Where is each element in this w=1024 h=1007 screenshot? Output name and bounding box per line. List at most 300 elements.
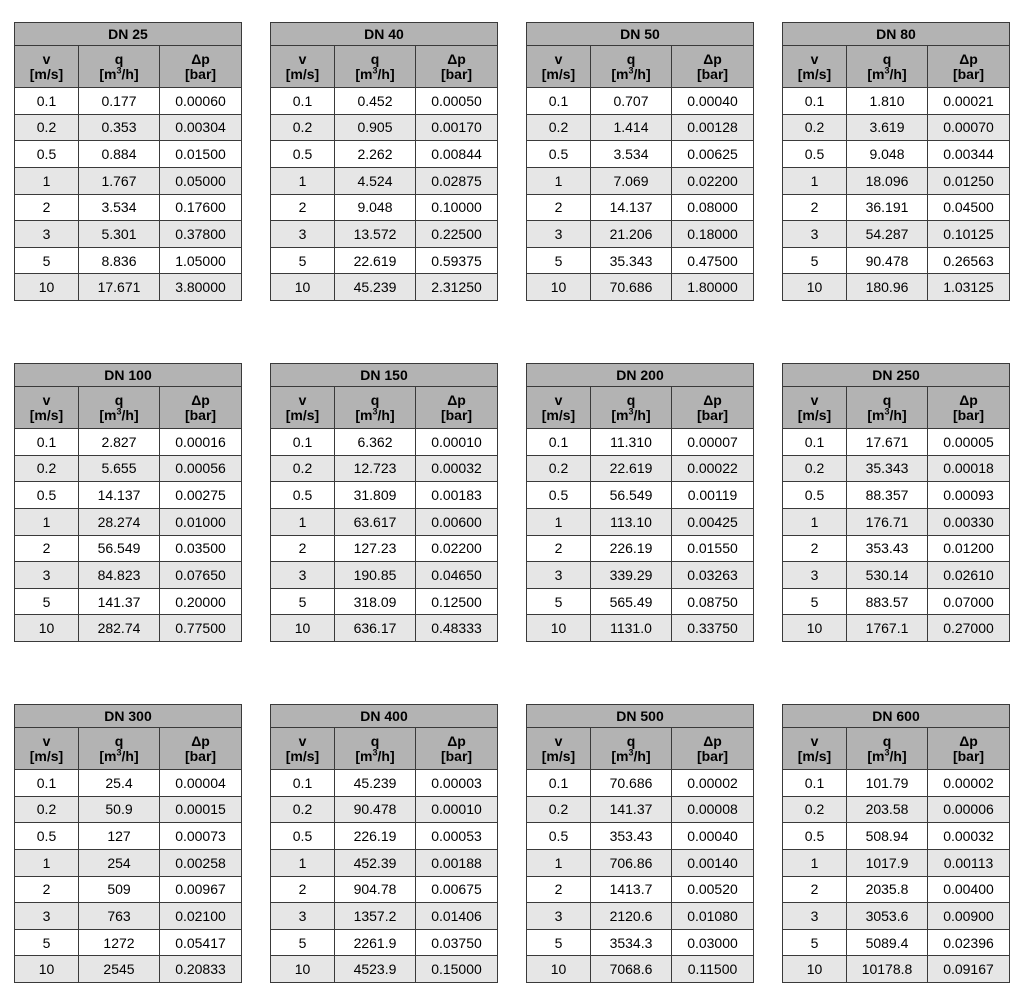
velocity-cell: 3: [527, 221, 591, 248]
table-row: [783, 876, 1010, 903]
pressure-drop-cell: 0.00053: [416, 823, 498, 850]
table-row: [783, 588, 1010, 615]
velocity-symbol: v: [298, 732, 307, 749]
flow-unit-exponent: 3: [884, 64, 890, 75]
velocity-cell: 5: [15, 929, 79, 956]
table-row: [783, 562, 1010, 589]
pressure-drop-cell: 0.00008: [672, 796, 754, 823]
velocity-cell: 1: [271, 508, 335, 535]
table-row: [783, 929, 1010, 956]
velocity-column-header: [527, 387, 591, 429]
flow-unit-post: /h]: [377, 747, 395, 764]
table-row: [271, 823, 498, 850]
pressure-drop-cell: 0.59375: [416, 247, 498, 274]
pressure-drop-cell: 0.00625: [672, 141, 754, 168]
table-row: [271, 588, 498, 615]
flow-cell: 54.287: [847, 221, 928, 248]
flow-cell: 1272: [79, 929, 160, 956]
pressure-drop-cell: 0.00119: [672, 482, 754, 509]
table-row: [15, 929, 242, 956]
velocity-column-header: [271, 46, 335, 88]
flow-unit-post: /h]: [121, 406, 139, 423]
velocity-symbol: v: [298, 50, 307, 67]
velocity-symbol: v: [810, 732, 819, 749]
velocity-cell: 5: [527, 588, 591, 615]
pressure-drop-cell: 0.00056: [160, 455, 242, 482]
velocity-symbol: v: [42, 50, 51, 67]
flow-cell: 6.362: [335, 429, 416, 456]
pressure-drop-cell: 0.00425: [672, 508, 754, 535]
table-row: [527, 167, 754, 194]
table-row: [15, 141, 242, 168]
flow-cell: 84.823: [79, 562, 160, 589]
table-row: [783, 194, 1010, 221]
flow-unit-pre: [m: [99, 65, 117, 82]
flow-unit: [335, 746, 415, 764]
flow-cell: 2.262: [335, 141, 416, 168]
flow-symbol: q: [626, 732, 636, 749]
flow-unit-post: /h]: [889, 747, 907, 764]
flow-cell: 0.884: [79, 141, 160, 168]
flow-cell: 127: [79, 823, 160, 850]
pressure-drop-cell: 0.00040: [672, 88, 754, 115]
table-row: [271, 167, 498, 194]
table-title: DN 250: [783, 364, 1010, 387]
pressure-drop-symbol: Δp: [703, 391, 722, 408]
table-row: [783, 274, 1010, 301]
table-row: [271, 535, 498, 562]
table-row: [783, 508, 1010, 535]
table-row: [527, 88, 754, 115]
table-title: DN 300: [15, 705, 242, 728]
pressure-drop-symbol: Δp: [703, 50, 722, 67]
table-row: [271, 274, 498, 301]
flow-cell: 4523.9: [335, 956, 416, 983]
flow-cell: 70.686: [591, 770, 672, 797]
flow-symbol: q: [370, 50, 380, 67]
table-row: [271, 876, 498, 903]
table-row: [15, 535, 242, 562]
velocity-cell: 1: [527, 167, 591, 194]
table-title: DN 25: [15, 23, 242, 46]
flow-cell: 883.57: [847, 588, 928, 615]
table-row: [271, 929, 498, 956]
dn-table: [270, 704, 498, 983]
flow-cell: 904.78: [335, 876, 416, 903]
pressure-drop-cell: 0.10000: [416, 194, 498, 221]
velocity-cell: 0.2: [15, 455, 79, 482]
table-row: [527, 562, 754, 589]
pressure-drop-cell: 0.00140: [672, 849, 754, 876]
flow-cell: 63.617: [335, 508, 416, 535]
flow-unit-pre: [m: [355, 747, 373, 764]
pressure-drop-cell: 0.00113: [928, 849, 1010, 876]
pressure-drop-cell: 0.10125: [928, 221, 1010, 248]
velocity-cell: 10: [15, 615, 79, 642]
table-row: [271, 429, 498, 456]
flow-cell: 21.206: [591, 221, 672, 248]
table-row: [783, 903, 1010, 930]
table-row: [527, 956, 754, 983]
flow-symbol: q: [626, 391, 636, 408]
dn-table: [270, 22, 498, 301]
pressure-drop-unit: [bar]: [952, 65, 985, 82]
pressure-drop-cell: 0.00967: [160, 876, 242, 903]
velocity-cell: 0.1: [527, 88, 591, 115]
velocity-cell: 0.1: [271, 88, 335, 115]
pressure-drop-cell: 0.08000: [672, 194, 754, 221]
flow-unit-pre: [m: [99, 747, 117, 764]
flow-column-header: [847, 728, 928, 770]
flow-column-header: [591, 728, 672, 770]
velocity-cell: 0.5: [271, 141, 335, 168]
flow-symbol: q: [882, 50, 892, 67]
dn-tables-grid: [14, 22, 1014, 983]
velocity-cell: 0.2: [527, 455, 591, 482]
velocity-cell: 2: [271, 535, 335, 562]
table-row: [271, 615, 498, 642]
flow-unit-exponent: 3: [884, 405, 890, 416]
table-row: [527, 876, 754, 903]
flow-column-header: [591, 46, 672, 88]
table-row: [15, 167, 242, 194]
pressure-drop-cell: 0.37800: [160, 221, 242, 248]
table-row: [271, 508, 498, 535]
velocity-symbol: v: [42, 732, 51, 749]
flow-cell: 1017.9: [847, 849, 928, 876]
pressure-drop-symbol: Δp: [191, 391, 210, 408]
flow-unit-post: /h]: [633, 406, 651, 423]
pressure-drop-cell: 0.22500: [416, 221, 498, 248]
flow-symbol: q: [882, 391, 892, 408]
pressure-drop-unit: [bar]: [952, 406, 985, 423]
velocity-cell: 1: [527, 508, 591, 535]
flow-cell: 14.137: [591, 194, 672, 221]
flow-cell: 763: [79, 903, 160, 930]
flow-cell: 353.43: [847, 535, 928, 562]
flow-cell: 530.14: [847, 562, 928, 589]
table-row: [15, 508, 242, 535]
velocity-cell: 2: [15, 535, 79, 562]
flow-cell: 17.671: [847, 429, 928, 456]
pressure-drop-cell: 0.03500: [160, 535, 242, 562]
velocity-cell: 10: [271, 274, 335, 301]
table-row: [15, 114, 242, 141]
pressure-drop-cell: 0.00010: [416, 796, 498, 823]
velocity-cell: 0.5: [527, 482, 591, 509]
pressure-drop-cell: 0.00520: [672, 876, 754, 903]
table-title: DN 600: [783, 705, 1010, 728]
table-row: [15, 221, 242, 248]
flow-cell: 36.191: [847, 194, 928, 221]
flow-cell: 203.58: [847, 796, 928, 823]
flow-unit-exponent: 3: [628, 64, 634, 75]
table-row: [15, 770, 242, 797]
velocity-cell: 3: [271, 562, 335, 589]
pressure-drop-cell: 0.17600: [160, 194, 242, 221]
velocity-cell: 10: [527, 274, 591, 301]
pressure-drop-cell: 0.01250: [928, 167, 1010, 194]
velocity-cell: 0.2: [783, 114, 847, 141]
table-row: [783, 823, 1010, 850]
table-title: DN 400: [271, 705, 498, 728]
velocity-symbol: v: [554, 391, 563, 408]
velocity-cell: 0.2: [783, 796, 847, 823]
velocity-symbol: v: [298, 391, 307, 408]
flow-unit-exponent: 3: [116, 405, 122, 416]
table-row: [527, 221, 754, 248]
velocity-cell: 10: [783, 274, 847, 301]
table-row: [783, 535, 1010, 562]
table-row: [271, 770, 498, 797]
pressure-drop-symbol: Δp: [959, 50, 978, 67]
pressure-drop-cell: 0.04650: [416, 562, 498, 589]
flow-cell: 56.549: [591, 482, 672, 509]
pressure-drop-cell: 0.00002: [928, 770, 1010, 797]
pressure-drop-column-header: [928, 728, 1010, 770]
velocity-symbol: v: [554, 50, 563, 67]
velocity-cell: 3: [783, 221, 847, 248]
pressure-drop-cell: 0.00073: [160, 823, 242, 850]
pressure-drop-cell: 0.00675: [416, 876, 498, 903]
flow-cell: 7.069: [591, 167, 672, 194]
table-row: [783, 615, 1010, 642]
pressure-drop-cell: 0.04500: [928, 194, 1010, 221]
pressure-drop-column-header: [928, 387, 1010, 429]
velocity-cell: 5: [783, 247, 847, 274]
table-row: [527, 194, 754, 221]
flow-cell: 113.10: [591, 508, 672, 535]
velocity-cell: 3: [15, 221, 79, 248]
pressure-drop-cell: 0.00170: [416, 114, 498, 141]
pressure-drop-cell: 0.00060: [160, 88, 242, 115]
flow-cell: 3.534: [79, 194, 160, 221]
table-row: [271, 88, 498, 115]
velocity-cell: 1: [15, 508, 79, 535]
velocity-cell: 1: [15, 167, 79, 194]
flow-cell: 101.79: [847, 770, 928, 797]
flow-unit: [591, 746, 671, 764]
velocity-cell: 1: [783, 849, 847, 876]
flow-column-header: [79, 387, 160, 429]
table-row: [15, 956, 242, 983]
pressure-drop-cell: 0.02396: [928, 929, 1010, 956]
dn-table: [526, 363, 754, 642]
velocity-cell: 3: [527, 562, 591, 589]
pressure-drop-cell: 0.00183: [416, 482, 498, 509]
velocity-cell: 5: [15, 247, 79, 274]
pressure-drop-cell: 0.00600: [416, 508, 498, 535]
velocity-cell: 0.2: [783, 455, 847, 482]
flow-cell: 1413.7: [591, 876, 672, 903]
velocity-cell: 0.5: [15, 823, 79, 850]
flow-unit-pre: [m: [611, 65, 629, 82]
flow-symbol: q: [114, 391, 124, 408]
pressure-drop-unit: [bar]: [696, 65, 729, 82]
velocity-unit: [m/s]: [29, 406, 64, 423]
table-row: [271, 849, 498, 876]
velocity-cell: 0.2: [527, 796, 591, 823]
dn-table: [270, 363, 498, 642]
flow-unit: [847, 405, 927, 423]
flow-cell: 9.048: [847, 141, 928, 168]
flow-cell: 45.239: [335, 770, 416, 797]
flow-unit: [335, 405, 415, 423]
velocity-unit: [m/s]: [29, 65, 64, 82]
flow-unit-exponent: 3: [628, 746, 634, 757]
table-row: [783, 429, 1010, 456]
pressure-drop-cell: 1.03125: [928, 274, 1010, 301]
pressure-drop-cell: 0.12500: [416, 588, 498, 615]
pressure-drop-column-header: [416, 46, 498, 88]
pressure-drop-unit: [bar]: [184, 65, 217, 82]
velocity-cell: 3: [783, 562, 847, 589]
table-row: [783, 770, 1010, 797]
flow-cell: 88.357: [847, 482, 928, 509]
table-row: [783, 247, 1010, 274]
flow-symbol: q: [114, 732, 124, 749]
pressure-drop-cell: 0.00022: [672, 455, 754, 482]
pressure-drop-column-header: [672, 728, 754, 770]
pressure-drop-cell: 3.80000: [160, 274, 242, 301]
table-row: [783, 221, 1010, 248]
flow-unit: [79, 746, 159, 764]
table-title: DN 100: [15, 364, 242, 387]
velocity-unit: [m/s]: [285, 65, 320, 82]
velocity-cell: 10: [15, 274, 79, 301]
pressure-drop-cell: 0.00128: [672, 114, 754, 141]
pressure-drop-cell: 0.00070: [928, 114, 1010, 141]
table-row: [527, 429, 754, 456]
flow-unit: [79, 405, 159, 423]
velocity-cell: 5: [783, 588, 847, 615]
flow-unit: [591, 64, 671, 82]
table-row: [15, 615, 242, 642]
flow-cell: 25.4: [79, 770, 160, 797]
pressure-drop-unit: [bar]: [440, 747, 473, 764]
velocity-cell: 0.1: [15, 429, 79, 456]
pressure-drop-cell: 0.20000: [160, 588, 242, 615]
table-row: [15, 88, 242, 115]
pressure-drop-cell: 0.00016: [160, 429, 242, 456]
table-row: [783, 796, 1010, 823]
flow-cell: 9.048: [335, 194, 416, 221]
pressure-drop-unit: [bar]: [440, 406, 473, 423]
flow-cell: 0.353: [79, 114, 160, 141]
flow-cell: 180.96: [847, 274, 928, 301]
velocity-cell: 0.5: [271, 823, 335, 850]
flow-cell: 318.09: [335, 588, 416, 615]
velocity-cell: 0.5: [527, 141, 591, 168]
pressure-drop-column-header: [672, 387, 754, 429]
flow-symbol: q: [626, 50, 636, 67]
flow-unit-exponent: 3: [372, 746, 378, 757]
velocity-cell: 2: [527, 535, 591, 562]
table-row: [527, 114, 754, 141]
flow-cell: 1767.1: [847, 615, 928, 642]
velocity-cell: 5: [15, 588, 79, 615]
flow-cell: 22.619: [591, 455, 672, 482]
velocity-cell: 0.1: [271, 429, 335, 456]
pressure-drop-unit: [bar]: [184, 406, 217, 423]
flow-unit-exponent: 3: [372, 405, 378, 416]
velocity-unit: [m/s]: [541, 406, 576, 423]
table-row: [15, 562, 242, 589]
pressure-drop-cell: 0.02200: [672, 167, 754, 194]
flow-cell: 2035.8: [847, 876, 928, 903]
pressure-drop-cell: 0.09167: [928, 956, 1010, 983]
pressure-drop-symbol: Δp: [959, 391, 978, 408]
table-row: [527, 903, 754, 930]
flow-cell: 127.23: [335, 535, 416, 562]
flow-cell: 706.86: [591, 849, 672, 876]
pressure-drop-symbol: Δp: [447, 391, 466, 408]
pressure-drop-cell: 1.80000: [672, 274, 754, 301]
pressure-drop-cell: 0.47500: [672, 247, 754, 274]
pressure-drop-cell: 0.00010: [416, 429, 498, 456]
pressure-drop-column-header: [160, 728, 242, 770]
pressure-drop-cell: 0.00188: [416, 849, 498, 876]
pressure-drop-cell: 0.00330: [928, 508, 1010, 535]
velocity-cell: 0.2: [15, 796, 79, 823]
flow-cell: 565.49: [591, 588, 672, 615]
pressure-drop-cell: 0.03750: [416, 929, 498, 956]
pressure-drop-cell: 1.05000: [160, 247, 242, 274]
velocity-symbol: v: [810, 50, 819, 67]
flow-unit-post: /h]: [377, 65, 395, 82]
table-row: [527, 535, 754, 562]
pressure-drop-cell: 0.00007: [672, 429, 754, 456]
flow-column-header: [79, 46, 160, 88]
pressure-drop-cell: 0.11500: [672, 956, 754, 983]
pressure-drop-cell: 0.20833: [160, 956, 242, 983]
velocity-cell: 2: [783, 194, 847, 221]
pressure-drop-cell: 0.01500: [160, 141, 242, 168]
velocity-column-header: [783, 387, 847, 429]
table-row: [271, 903, 498, 930]
table-row: [271, 141, 498, 168]
flow-cell: 56.549: [79, 535, 160, 562]
table-row: [527, 482, 754, 509]
flow-cell: 1.810: [847, 88, 928, 115]
velocity-cell: 0.2: [271, 455, 335, 482]
pressure-drop-unit: [bar]: [696, 747, 729, 764]
pressure-drop-column-header: [416, 728, 498, 770]
flow-cell: 353.43: [591, 823, 672, 850]
table-row: [527, 508, 754, 535]
velocity-cell: 2: [15, 876, 79, 903]
table-row: [271, 194, 498, 221]
flow-cell: 254: [79, 849, 160, 876]
pressure-drop-cell: 0.00032: [928, 823, 1010, 850]
flow-cell: 70.686: [591, 274, 672, 301]
table-row: [527, 274, 754, 301]
pressure-drop-cell: 0.00844: [416, 141, 498, 168]
velocity-cell: 2: [271, 194, 335, 221]
flow-cell: 90.478: [335, 796, 416, 823]
table-row: [783, 956, 1010, 983]
flow-symbol: q: [370, 391, 380, 408]
velocity-column-header: [271, 387, 335, 429]
flow-cell: 1.414: [591, 114, 672, 141]
pressure-drop-unit: [bar]: [440, 65, 473, 82]
pressure-drop-cell: 0.01000: [160, 508, 242, 535]
flow-cell: 176.71: [847, 508, 928, 535]
velocity-cell: 10: [271, 615, 335, 642]
table-row: [15, 482, 242, 509]
flow-cell: 90.478: [847, 247, 928, 274]
pressure-drop-cell: 0.00003: [416, 770, 498, 797]
